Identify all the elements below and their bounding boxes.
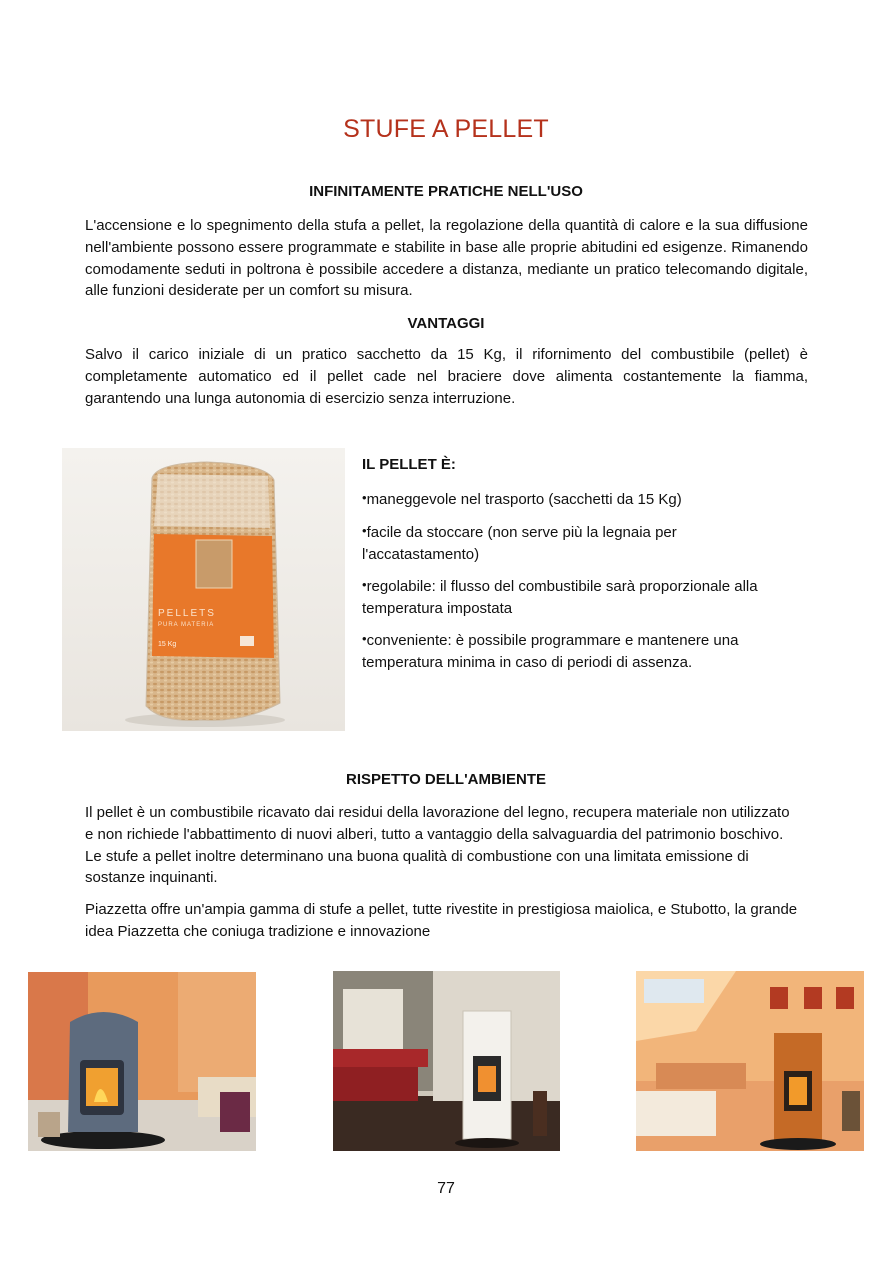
bullet-dot: • [362, 523, 367, 538]
paragraph-uso: L'accensione e lo spegnimento della stufa a pellet, la regolazione della quantità di calore e la sua diffusione nell'ambiente possono essere programmate e stabilite in base alle proprie abitudini ed esigenze. Rimanendo comodamente seduti in poltrona è possibile accedere a distanza, mediante un pratico telecomando digitale, alle funzioni desiderate per un comfort su misura. [85, 217, 808, 300]
bullet-dot: • [362, 631, 367, 646]
bag-brand-text: PELLETS [158, 608, 216, 619]
section-heading-ambiente: RISPETTO DELL'AMBIENTE [346, 771, 546, 788]
pellet-bullet-4 [362, 628, 792, 674]
pellet-box-heading: IL PELLET È: [362, 456, 456, 473]
pellet-bullet-text: conveniente: è possibile programmare e mantenere una temperatura minima in caso di periodi di assenza. [362, 632, 739, 671]
bag-sub-text: PURA MATERIA [158, 622, 215, 628]
pellet-bullet-1 [362, 487, 812, 511]
stove-photo-1 [28, 972, 256, 1151]
pellet-bullet-text: maneggevole nel trasporto (sacchetti da 15 Kg) [366, 491, 682, 508]
pellet-bullet-3 [362, 574, 812, 620]
pellet-bag-image [62, 448, 345, 731]
section-heading-vantaggi: VANTAGGI [407, 315, 485, 332]
page-number: 77 [437, 1180, 455, 1197]
paragraph-vantaggi: Salvo il carico iniziale di un pratico sacchetto da 15 Kg, il rifornimento del combustibile (pellet) è completamente automatico ed il pellet cade nel braciere dove alimenta costantemente la fiamma, garantendo una lunga autonomia di esercizio senza interruzione. [85, 346, 808, 407]
paragraph-ambiente: Il pellet è un combustibile ricavato dai residui della lavorazione del legno, recupera materiale non utilizzato e non richiede l'abbattimento di nuovi alberi, tutto a vantaggio della salvaguardia del patrimonio boschivo. Le stufe a pellet inoltre determinano una buona qualità di combustione con una limitata emissione di sostanze inquinanti. [85, 804, 790, 887]
section-heading-uso: INFINITAMENTE PRATICHE NELL'USO [309, 183, 583, 200]
bullet-dot: • [362, 490, 367, 505]
bullet-dot: • [362, 577, 367, 592]
paragraph-piazzetta: Piazzetta offre un'ampia gamma di stufe a pellet, tutte rivestite in prestigiosa maiolica, e Stubotto, la grande idea Piazzetta che coniuga tradizione e innovazione [85, 901, 798, 940]
pellet-bullet-text: facile da stoccare (non serve più la legnaia per l'accatastamento) [362, 524, 677, 563]
page-title: STUFE A PELLET [343, 115, 549, 143]
stove-photo-3 [636, 971, 864, 1151]
bag-weight-text: 15 Kg [158, 641, 177, 648]
pellet-bullet-text: regolabile: il flusso del combustibile sarà proporzionale alla temperatura impostata [362, 578, 758, 617]
stove-photo-2 [333, 971, 560, 1151]
pellet-bullet-2 [362, 520, 762, 566]
